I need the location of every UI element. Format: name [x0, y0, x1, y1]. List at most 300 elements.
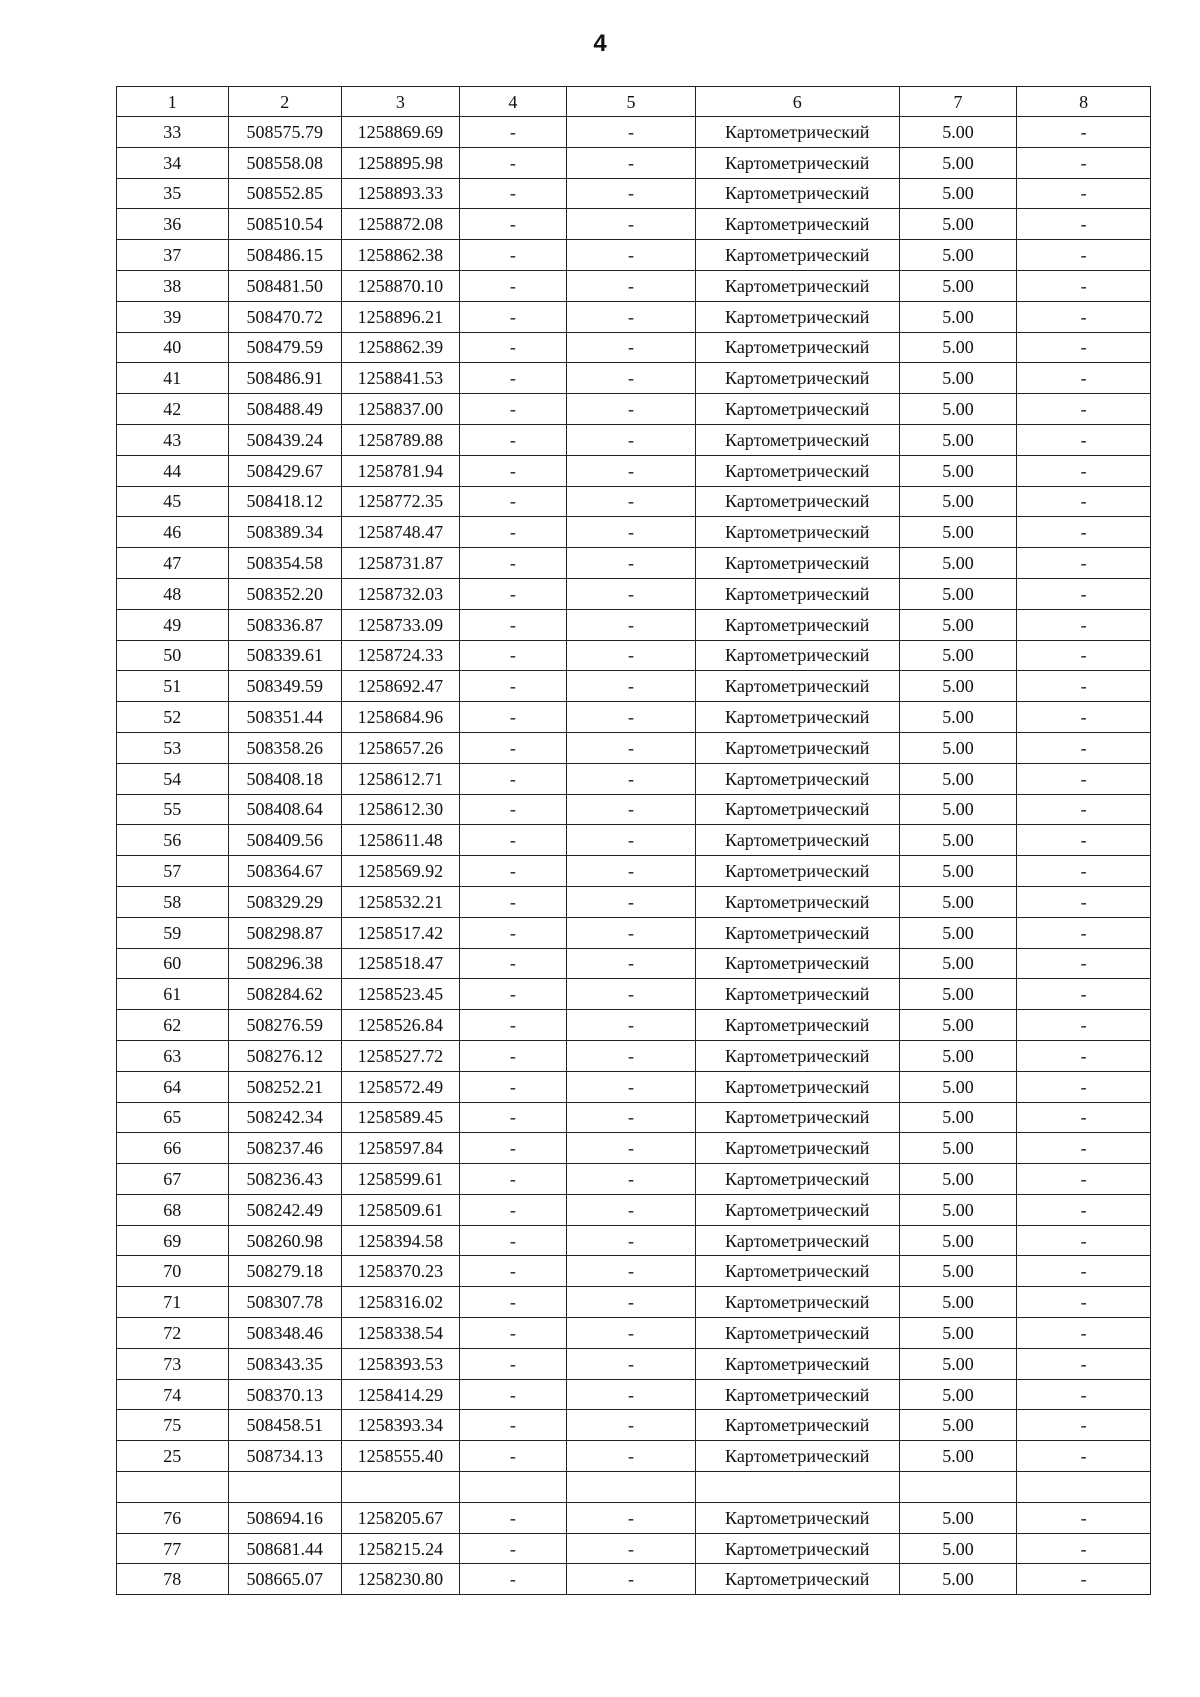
cell-col-5: - — [567, 1410, 696, 1441]
cell-col-4: - — [459, 1010, 567, 1041]
cell-col-4: - — [459, 825, 567, 856]
cell-accuracy: 5.00 — [899, 548, 1017, 579]
cell-col-4: - — [459, 1225, 567, 1256]
table-row — [117, 548, 1151, 579]
cell-accuracy: 5.00 — [899, 1133, 1017, 1164]
cell-x-coordinate: 508358.26 — [228, 732, 342, 763]
cell-col-8: - — [1017, 609, 1151, 640]
cell-accuracy: 5.00 — [899, 363, 1017, 394]
cell-point-number: 42 — [117, 394, 229, 425]
cell-col-8: - — [1017, 424, 1151, 455]
cell-col-5: - — [567, 825, 696, 856]
cell-col-4: - — [459, 1348, 567, 1379]
cell-col-4: - — [459, 917, 567, 948]
table-row — [117, 1225, 1151, 1256]
cell-x-coordinate: 508510.54 — [228, 209, 342, 240]
cell-method: Картометрический — [695, 178, 899, 209]
table-row — [117, 517, 1151, 548]
cell-method — [695, 1472, 899, 1503]
cell-col-5: - — [567, 1533, 696, 1564]
cell-col-5: - — [567, 856, 696, 887]
cell-col-4: - — [459, 455, 567, 486]
cell-col-4: - — [459, 1040, 567, 1071]
cell-point-number: 59 — [117, 917, 229, 948]
cell-col-5: - — [567, 270, 696, 301]
cell-point-number: 70 — [117, 1256, 229, 1287]
table-row — [117, 1287, 1151, 1318]
cell-col-4: - — [459, 671, 567, 702]
cell-x-coordinate: 508279.18 — [228, 1256, 342, 1287]
cell-col-4: - — [459, 178, 567, 209]
cell-point-number: 60 — [117, 948, 229, 979]
cell-col-4: - — [459, 578, 567, 609]
cell-point-number: 46 — [117, 517, 229, 548]
cell-col-5: - — [567, 578, 696, 609]
cell-method: Картометрический — [695, 1071, 899, 1102]
table-row — [117, 1533, 1151, 1564]
cell-y-coordinate: 1258895.98 — [342, 147, 460, 178]
cell-col-8: - — [1017, 948, 1151, 979]
cell-x-coordinate: 508276.12 — [228, 1040, 342, 1071]
cell-x-coordinate: 508343.35 — [228, 1348, 342, 1379]
cell-accuracy: 5.00 — [899, 702, 1017, 733]
table-row — [117, 1071, 1151, 1102]
cell-x-coordinate — [228, 1472, 342, 1503]
cell-col-8: - — [1017, 147, 1151, 178]
cell-col-8: - — [1017, 1225, 1151, 1256]
cell-col-8: - — [1017, 517, 1151, 548]
cell-method: Картометрический — [695, 301, 899, 332]
cell-x-coordinate: 508458.51 — [228, 1410, 342, 1441]
table-row — [117, 1133, 1151, 1164]
cell-accuracy: 5.00 — [899, 1102, 1017, 1133]
cell-point-number — [117, 1472, 229, 1503]
table-row — [117, 1441, 1151, 1472]
cell-accuracy: 5.00 — [899, 763, 1017, 794]
cell-col-5: - — [567, 548, 696, 579]
cell-x-coordinate: 508329.29 — [228, 886, 342, 917]
cell-y-coordinate: 1258684.96 — [342, 702, 460, 733]
cell-y-coordinate: 1258789.88 — [342, 424, 460, 455]
cell-col-8: - — [1017, 1502, 1151, 1533]
cell-y-coordinate: 1258517.42 — [342, 917, 460, 948]
cell-y-coordinate: 1258572.49 — [342, 1071, 460, 1102]
cell-y-coordinate: 1258748.47 — [342, 517, 460, 548]
cell-y-coordinate: 1258692.47 — [342, 671, 460, 702]
cell-col-8: - — [1017, 209, 1151, 240]
header-cell-5: 5 — [567, 87, 696, 117]
cell-col-8: - — [1017, 1102, 1151, 1133]
cell-col-5: - — [567, 640, 696, 671]
table-row — [117, 671, 1151, 702]
cell-method: Картометрический — [695, 856, 899, 887]
table-row — [117, 732, 1151, 763]
cell-col-5: - — [567, 455, 696, 486]
cell-col-4: - — [459, 1318, 567, 1349]
cell-accuracy: 5.00 — [899, 1502, 1017, 1533]
cell-accuracy: 5.00 — [899, 1194, 1017, 1225]
cell-point-number: 45 — [117, 486, 229, 517]
cell-accuracy: 5.00 — [899, 147, 1017, 178]
cell-point-number: 33 — [117, 117, 229, 148]
cell-y-coordinate: 1258393.34 — [342, 1410, 460, 1441]
cell-method: Картометрический — [695, 825, 899, 856]
cell-x-coordinate: 508370.13 — [228, 1379, 342, 1410]
cell-col-8: - — [1017, 1010, 1151, 1041]
cell-col-4: - — [459, 794, 567, 825]
cell-x-coordinate: 508681.44 — [228, 1533, 342, 1564]
cell-col-5: - — [567, 671, 696, 702]
cell-x-coordinate: 508242.49 — [228, 1194, 342, 1225]
cell-x-coordinate: 508488.49 — [228, 394, 342, 425]
cell-y-coordinate: 1258532.21 — [342, 886, 460, 917]
cell-col-8: - — [1017, 1318, 1151, 1349]
cell-col-8: - — [1017, 1348, 1151, 1379]
cell-x-coordinate: 508352.20 — [228, 578, 342, 609]
cell-x-coordinate: 508734.13 — [228, 1441, 342, 1472]
cell-col-8: - — [1017, 394, 1151, 425]
cell-y-coordinate: 1258862.39 — [342, 332, 460, 363]
cell-col-5: - — [567, 1441, 696, 1472]
table-row — [117, 363, 1151, 394]
cell-point-number: 63 — [117, 1040, 229, 1071]
cell-col-4: - — [459, 1164, 567, 1195]
cell-accuracy: 5.00 — [899, 1348, 1017, 1379]
header-row — [117, 87, 1151, 117]
cell-point-number: 65 — [117, 1102, 229, 1133]
cell-method: Картометрический — [695, 671, 899, 702]
cell-col-8: - — [1017, 270, 1151, 301]
cell-x-coordinate: 508354.58 — [228, 548, 342, 579]
cell-accuracy: 5.00 — [899, 301, 1017, 332]
cell-x-coordinate: 508479.59 — [228, 332, 342, 363]
table-row — [117, 178, 1151, 209]
cell-x-coordinate: 508276.59 — [228, 1010, 342, 1041]
cell-y-coordinate: 1258612.71 — [342, 763, 460, 794]
cell-y-coordinate — [342, 1472, 460, 1503]
cell-col-8: - — [1017, 1441, 1151, 1472]
cell-col-4: - — [459, 948, 567, 979]
table-row — [117, 979, 1151, 1010]
cell-col-8: - — [1017, 578, 1151, 609]
cell-col-8: - — [1017, 1410, 1151, 1441]
cell-x-coordinate: 508439.24 — [228, 424, 342, 455]
cell-x-coordinate: 508237.46 — [228, 1133, 342, 1164]
page-number: 4 — [593, 30, 607, 57]
cell-method: Картометрический — [695, 1564, 899, 1595]
cell-y-coordinate: 1258893.33 — [342, 178, 460, 209]
cell-method: Картометрический — [695, 332, 899, 363]
cell-method: Картометрический — [695, 1441, 899, 1472]
cell-accuracy: 5.00 — [899, 856, 1017, 887]
cell-point-number: 36 — [117, 209, 229, 240]
cell-x-coordinate: 508260.98 — [228, 1225, 342, 1256]
cell-x-coordinate: 508364.67 — [228, 856, 342, 887]
cell-point-number: 61 — [117, 979, 229, 1010]
cell-y-coordinate: 1258772.35 — [342, 486, 460, 517]
cell-method: Картометрический — [695, 394, 899, 425]
table-row — [117, 609, 1151, 640]
cell-col-5: - — [567, 517, 696, 548]
cell-y-coordinate: 1258394.58 — [342, 1225, 460, 1256]
cell-method: Картометрический — [695, 240, 899, 271]
cell-col-5: - — [567, 332, 696, 363]
table-row — [117, 1194, 1151, 1225]
cell-col-5: - — [567, 1040, 696, 1071]
table-row — [117, 424, 1151, 455]
cell-method: Картометрический — [695, 732, 899, 763]
cell-accuracy: 5.00 — [899, 1379, 1017, 1410]
table-row — [117, 640, 1151, 671]
cell-method: Картометрический — [695, 209, 899, 240]
cell-accuracy: 5.00 — [899, 948, 1017, 979]
cell-accuracy: 5.00 — [899, 794, 1017, 825]
cell-x-coordinate: 508694.16 — [228, 1502, 342, 1533]
cell-y-coordinate: 1258518.47 — [342, 948, 460, 979]
table-row — [117, 147, 1151, 178]
cell-accuracy: 5.00 — [899, 270, 1017, 301]
cell-col-5: - — [567, 1256, 696, 1287]
cell-y-coordinate: 1258414.29 — [342, 1379, 460, 1410]
cell-method: Картометрический — [695, 424, 899, 455]
cell-y-coordinate: 1258896.21 — [342, 301, 460, 332]
cell-y-coordinate: 1258597.84 — [342, 1133, 460, 1164]
cell-col-8: - — [1017, 178, 1151, 209]
cell-col-5: - — [567, 609, 696, 640]
cell-col-5: - — [567, 424, 696, 455]
cell-y-coordinate: 1258527.72 — [342, 1040, 460, 1071]
cell-col-4: - — [459, 517, 567, 548]
cell-accuracy: 5.00 — [899, 640, 1017, 671]
cell-col-4: - — [459, 1071, 567, 1102]
cell-accuracy: 5.00 — [899, 917, 1017, 948]
cell-method: Картометрический — [695, 1102, 899, 1133]
table-row — [117, 1010, 1151, 1041]
cell-col-4: - — [459, 640, 567, 671]
cell-point-number: 78 — [117, 1564, 229, 1595]
cell-col-4: - — [459, 1194, 567, 1225]
cell-y-coordinate: 1258509.61 — [342, 1194, 460, 1225]
cell-method: Картометрический — [695, 455, 899, 486]
cell-point-number: 49 — [117, 609, 229, 640]
cell-col-5: - — [567, 363, 696, 394]
cell-col-8: - — [1017, 1564, 1151, 1595]
cell-y-coordinate: 1258526.84 — [342, 1010, 460, 1041]
cell-method: Картометрический — [695, 1133, 899, 1164]
cell-point-number: 76 — [117, 1502, 229, 1533]
header-cell-1: 1 — [117, 87, 229, 117]
table-row — [117, 1256, 1151, 1287]
cell-method: Картометрический — [695, 1318, 899, 1349]
cell-x-coordinate: 508486.15 — [228, 240, 342, 271]
cell-x-coordinate: 508339.61 — [228, 640, 342, 671]
cell-accuracy: 5.00 — [899, 1071, 1017, 1102]
cell-col-8: - — [1017, 979, 1151, 1010]
cell-point-number: 62 — [117, 1010, 229, 1041]
cell-col-8: - — [1017, 917, 1151, 948]
coordinates-table — [116, 86, 1151, 1595]
cell-y-coordinate: 1258393.53 — [342, 1348, 460, 1379]
cell-point-number: 47 — [117, 548, 229, 579]
cell-accuracy: 5.00 — [899, 1533, 1017, 1564]
cell-point-number: 56 — [117, 825, 229, 856]
cell-col-8: - — [1017, 1071, 1151, 1102]
cell-col-4 — [459, 1472, 567, 1503]
cell-method: Картометрический — [695, 1348, 899, 1379]
cell-x-coordinate: 508307.78 — [228, 1287, 342, 1318]
cell-point-number: 41 — [117, 363, 229, 394]
cell-accuracy: 5.00 — [899, 1287, 1017, 1318]
cell-method: Картометрический — [695, 1194, 899, 1225]
cell-col-5: - — [567, 1071, 696, 1102]
cell-col-5: - — [567, 979, 696, 1010]
cell-col-8: - — [1017, 886, 1151, 917]
cell-x-coordinate: 508242.34 — [228, 1102, 342, 1133]
cell-accuracy: 5.00 — [899, 1164, 1017, 1195]
cell-point-number: 53 — [117, 732, 229, 763]
cell-col-4: - — [459, 1441, 567, 1472]
cell-col-8: - — [1017, 763, 1151, 794]
cell-col-5: - — [567, 117, 696, 148]
cell-col-4: - — [459, 732, 567, 763]
cell-col-4: - — [459, 486, 567, 517]
cell-col-5: - — [567, 486, 696, 517]
cell-col-4: - — [459, 1102, 567, 1133]
table-row — [117, 301, 1151, 332]
cell-point-number: 35 — [117, 178, 229, 209]
cell-point-number: 37 — [117, 240, 229, 271]
cell-accuracy: 5.00 — [899, 117, 1017, 148]
cell-col-5: - — [567, 1194, 696, 1225]
cell-y-coordinate: 1258589.45 — [342, 1102, 460, 1133]
cell-y-coordinate: 1258569.92 — [342, 856, 460, 887]
table-row — [117, 917, 1151, 948]
cell-col-8: - — [1017, 332, 1151, 363]
cell-col-5: - — [567, 763, 696, 794]
cell-y-coordinate: 1258733.09 — [342, 609, 460, 640]
header-cell-7: 7 — [899, 87, 1017, 117]
cell-method: Картометрический — [695, 702, 899, 733]
table-row — [117, 886, 1151, 917]
cell-col-4: - — [459, 1410, 567, 1441]
table-row — [117, 455, 1151, 486]
cell-method: Картометрический — [695, 363, 899, 394]
cell-col-4: - — [459, 363, 567, 394]
cell-col-5: - — [567, 209, 696, 240]
cell-accuracy: 5.00 — [899, 1040, 1017, 1071]
cell-x-coordinate: 508348.46 — [228, 1318, 342, 1349]
cell-col-4: - — [459, 1564, 567, 1595]
table-row — [117, 1379, 1151, 1410]
cell-col-4: - — [459, 979, 567, 1010]
cell-col-4: - — [459, 332, 567, 363]
cell-point-number: 57 — [117, 856, 229, 887]
cell-col-5: - — [567, 948, 696, 979]
cell-col-8: - — [1017, 1287, 1151, 1318]
cell-accuracy: 5.00 — [899, 609, 1017, 640]
cell-x-coordinate: 508558.08 — [228, 147, 342, 178]
cell-y-coordinate: 1258781.94 — [342, 455, 460, 486]
cell-x-coordinate: 508284.62 — [228, 979, 342, 1010]
cell-accuracy: 5.00 — [899, 517, 1017, 548]
table-row — [117, 1348, 1151, 1379]
cell-x-coordinate: 508351.44 — [228, 702, 342, 733]
cell-col-5: - — [567, 147, 696, 178]
cell-method: Картометрический — [695, 609, 899, 640]
cell-col-5: - — [567, 886, 696, 917]
cell-method: Картометрический — [695, 270, 899, 301]
cell-y-coordinate: 1258611.48 — [342, 825, 460, 856]
cell-method: Картометрический — [695, 1502, 899, 1533]
cell-y-coordinate: 1258841.53 — [342, 363, 460, 394]
cell-point-number: 43 — [117, 424, 229, 455]
cell-accuracy: 5.00 — [899, 1564, 1017, 1595]
cell-point-number: 68 — [117, 1194, 229, 1225]
cell-y-coordinate: 1258316.02 — [342, 1287, 460, 1318]
cell-col-5: - — [567, 1225, 696, 1256]
cell-col-5: - — [567, 1564, 696, 1595]
cell-method: Картометрический — [695, 979, 899, 1010]
cell-col-4: - — [459, 147, 567, 178]
cell-point-number: 73 — [117, 1348, 229, 1379]
table-row — [117, 209, 1151, 240]
cell-col-5 — [567, 1472, 696, 1503]
cell-point-number: 44 — [117, 455, 229, 486]
table-row — [117, 332, 1151, 363]
cell-col-8: - — [1017, 117, 1151, 148]
header-cell-4: 4 — [459, 87, 567, 117]
header-cell-2: 2 — [228, 87, 342, 117]
cell-x-coordinate: 508481.50 — [228, 270, 342, 301]
cell-method: Картометрический — [695, 1410, 899, 1441]
cell-col-8: - — [1017, 856, 1151, 887]
cell-x-coordinate: 508349.59 — [228, 671, 342, 702]
cell-x-coordinate: 508336.87 — [228, 609, 342, 640]
table-row — [117, 1564, 1151, 1595]
cell-col-5: - — [567, 1133, 696, 1164]
cell-x-coordinate: 508236.43 — [228, 1164, 342, 1195]
cell-col-4: - — [459, 209, 567, 240]
cell-col-4: - — [459, 424, 567, 455]
table-row — [117, 394, 1151, 425]
cell-col-4: - — [459, 240, 567, 271]
table-row — [117, 856, 1151, 887]
cell-col-5: - — [567, 1502, 696, 1533]
cell-method: Картометрический — [695, 548, 899, 579]
table-row — [117, 270, 1151, 301]
cell-col-5: - — [567, 1379, 696, 1410]
cell-col-4: - — [459, 856, 567, 887]
cell-y-coordinate: 1258370.23 — [342, 1256, 460, 1287]
cell-point-number: 69 — [117, 1225, 229, 1256]
cell-x-coordinate: 508409.56 — [228, 825, 342, 856]
cell-col-8: - — [1017, 1164, 1151, 1195]
cell-accuracy: 5.00 — [899, 424, 1017, 455]
cell-point-number: 39 — [117, 301, 229, 332]
cell-accuracy: 5.00 — [899, 1225, 1017, 1256]
cell-accuracy: 5.00 — [899, 209, 1017, 240]
cell-accuracy: 5.00 — [899, 240, 1017, 271]
cell-point-number: 52 — [117, 702, 229, 733]
cell-point-number: 72 — [117, 1318, 229, 1349]
table-row — [117, 486, 1151, 517]
cell-x-coordinate: 508470.72 — [228, 301, 342, 332]
table-body — [117, 117, 1151, 1595]
cell-point-number: 58 — [117, 886, 229, 917]
cell-accuracy: 5.00 — [899, 332, 1017, 363]
cell-accuracy: 5.00 — [899, 1256, 1017, 1287]
cell-x-coordinate: 508389.34 — [228, 517, 342, 548]
